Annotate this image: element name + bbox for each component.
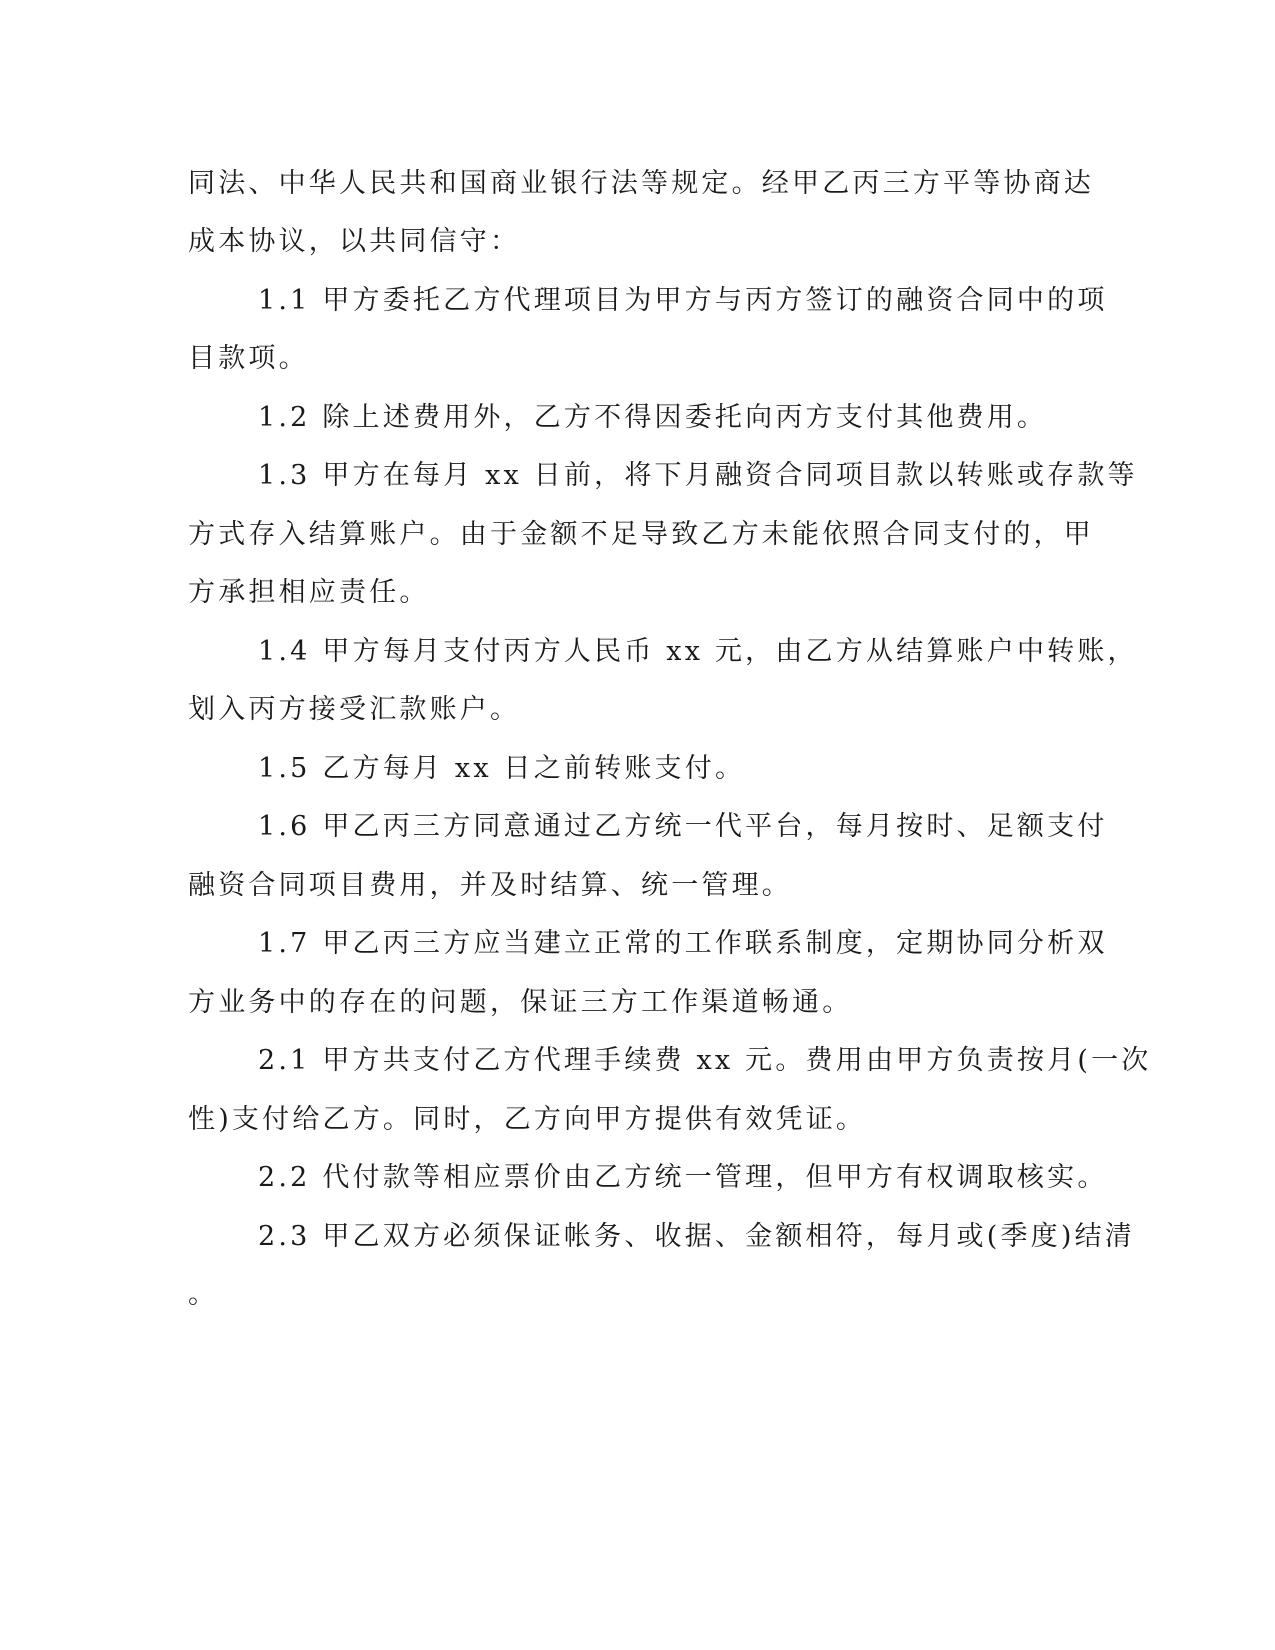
clause-2-3: 2.3 甲乙双方必须保证帐务、收据、金额相符，每月或(季度)结清: [258, 1221, 1135, 1252]
clause-1-7: 1.7 甲乙丙三方应当建立正常的工作联系制度，定期协同分析双: [258, 928, 1108, 959]
text-line: 。: [188, 1279, 219, 1310]
text-line: 划入丙方接受汇款账户。: [188, 694, 521, 725]
clause-2-2: 2.2 代付款等相应票价由乙方统一管理，但甲方有权调取核实。: [258, 1162, 1108, 1193]
text-line: 成本协议，以共同信守：: [188, 226, 521, 257]
text-line: 方式存入结算账户。由于金额不足导致乙方未能依照合同支付的，甲: [188, 519, 1094, 550]
clause-1-3: 1.3 甲方在每月 xx 日前，将下月融资合同项目款以转账或存款等: [258, 460, 1138, 491]
text-line: 方承担相应责任。: [188, 577, 430, 608]
clause-1-2: 1.2 除上述费用外，乙方不得因委托向丙方支付其他费用。: [258, 402, 1048, 433]
text-line: 同法、中华人民共和国商业银行法等规定。经甲乙丙三方平等协商达: [188, 168, 1094, 199]
clause-1-4: 1.4 甲方每月支付丙方人民币 xx 元，由乙方从结算账户中转账，: [258, 636, 1138, 667]
text-line: 目款项。: [188, 343, 309, 374]
clause-1-5: 1.5 乙方每月 xx 日之前转账支付。: [258, 753, 746, 784]
clause-1-1: 1.1 甲方委托乙方代理项目为甲方与丙方签订的融资合同中的项: [258, 285, 1108, 316]
text-line: 融资合同项目费用，并及时结算、统一管理。: [188, 870, 792, 901]
clause-2-1: 2.1 甲方共支付乙方代理手续费 xx 元。费用由甲方负责按月(一次: [258, 1045, 1152, 1076]
clause-1-6: 1.6 甲乙丙三方同意通过乙方统一代平台，每月按时、足额支付: [258, 811, 1108, 842]
text-line: 方业务中的存在的问题，保证三方工作渠道畅通。: [188, 987, 853, 1018]
text-line: 性)支付给乙方。同时，乙方向甲方提供有效凭证。: [188, 1104, 867, 1135]
